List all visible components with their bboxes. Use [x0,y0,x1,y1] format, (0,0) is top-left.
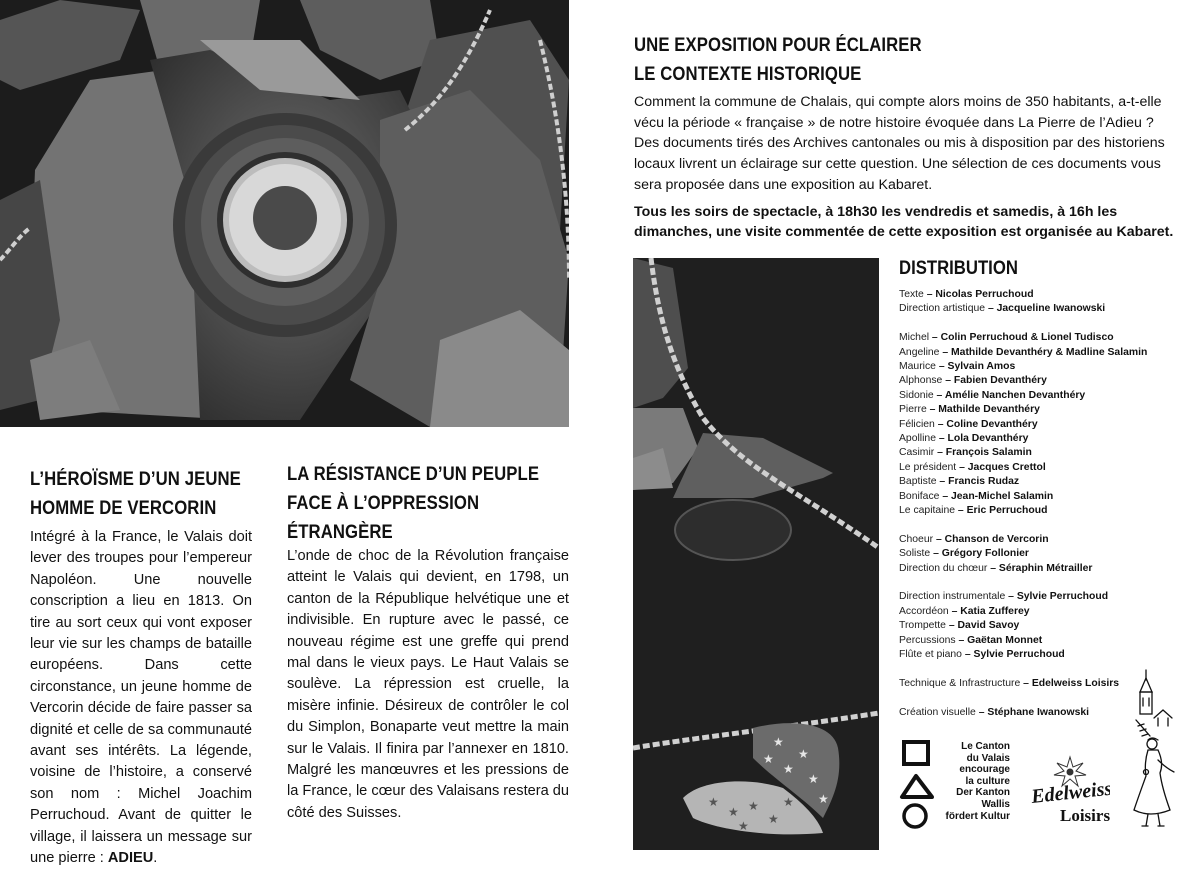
svg-text:★: ★ [768,812,779,826]
svg-text:★: ★ [808,772,819,786]
photo-cockade-rocks [0,0,569,427]
heroisme-body [30,527,252,870]
credit-entry: Trompette – David Savoy [899,620,1020,632]
exposition-body [634,92,1175,243]
svg-text:Edelweiss: Edelweiss [1030,777,1110,808]
credit-entry: Michel – Colin Perruchoud & Lionel Tudisco [899,332,1114,344]
credit-entry: Soliste – Grégory Follonier [899,548,1029,560]
distribution-section [899,258,1199,720]
svg-text:★: ★ [708,795,719,809]
svg-text:★: ★ [748,799,759,813]
credit-entry: Sidonie – Amélie Nanchen Devanthéry [899,389,1086,401]
exposition-paragraph: Comment la commune de Chalais, qui compte alors moins de 350 habitants, a-t-elle vécu la période « française » de notre histoire évoquée dans La Pierre de l’Adieu ? Des documents tirés des Archives cantonales ou mis à disposition par des historiens locaux livrent un éclairage sur cette question. Une sélection de ces documents vous sera proposée dans une exposition au Kabaret. [634,94,1165,193]
credit-entry: Création visuelle – Stéphane Iwanowski [899,706,1090,718]
resistance-body [287,546,569,824]
heroisme-paragraph: Intégré à la France, le Valais doit lever des troupes pour l’empereur Napoléon. Une nouvelle conscription a lieu en 1813. On tire au sort ceux qui vont exposer leur vie sur les champs de bataille européens. Dans cette circonstance, un jeune homme de Vercorin décide de faire passer sa dignité et celle de sa communauté avant ses intérêts. La légende, voisine de l’histoire, a conservé son nom : Michel Joachim Perruchoud. Avant de quitter le village, il laissera un message sur une pierre : [30,529,252,867]
canton-line: du Valais [966,752,1010,764]
credit-entry: Direction du chœur – Séraphin Métrailler [899,562,1093,574]
credit-entry: Percussions – Gaëtan Monnet [899,634,1043,646]
canton-valais-logo-icon [898,740,938,830]
resistance-title-line1: LA RÉSISTANCE D’UN PEUPLE [287,464,540,485]
credit-entry: Le capitaine – Eric Perruchoud [899,505,1048,517]
svg-text:Loisirs: Loisirs [1060,806,1110,825]
credit-entry: Angeline – Mathilde Devanthéry & Madline Salamin [899,346,1148,358]
heroisme-emphasis: ADIEU [107,850,154,867]
resistance-title-line2: FACE À L’OPPRESSION [287,493,480,514]
credit-entry: Félicien – Coline Devanthéry [899,418,1038,430]
canton-line: Der Kanton [956,787,1010,799]
edelweiss-flower-icon [1030,755,1110,825]
svg-text:★: ★ [783,795,794,809]
svg-text:★: ★ [738,819,749,833]
credit-entry: Baptiste – Francis Rudaz [899,476,1020,488]
svg-text:★: ★ [783,762,794,776]
canton-valais-text [940,741,1010,822]
resistance-title-line3: ÉTRANGÈRE [287,522,393,543]
credit-entry: Accordéon – Katia Zufferey [899,605,1030,617]
photo-chain-heart-pendants [633,258,879,850]
credit-entry: Direction artistique – Jacqueline Iwanowski [899,303,1106,315]
svg-text:★: ★ [773,735,784,749]
credit-entry: Casimir – François Salamin [899,447,1032,459]
heroisme-title-line2: HOMME DE VERCORIN [30,498,217,519]
canton-line: fördert Kultur [945,810,1010,822]
credit-entry: Pierre – Mathilde Devanthéry [899,404,1040,416]
credit-entry: Le président – Jacques Crettol [899,461,1046,473]
exposition-title-line2: LE CONTEXTE HISTORIQUE [634,64,862,85]
credit-entry: Choeur – Chanson de Vercorin [899,533,1049,545]
canton-line: encourage [959,764,1010,776]
svg-text:★: ★ [763,752,774,766]
exposition-title-line1: UNE EXPOSITION POUR ÉCLAIRER [634,35,922,56]
heroisme-title-line1: L’HÉROÏSME D’UN JEUNE [30,469,241,490]
church-woman-sketch-icon [1130,668,1190,833]
credit-entry: Maurice – Sylvain Amos [899,361,1016,373]
edelweiss-loisirs-logo [1030,755,1110,825]
distribution-title: DISTRIBUTION [899,258,1018,279]
exposition-schedule: Tous les soirs de spectacle, à 18h30 les vendredis et samedis, à 16h les dimanches, une visite commentée de cette exposition est organisée au Kabaret. [634,203,1174,241]
svg-text:★: ★ [798,747,809,761]
credit-entry: Technique & Infrastructure – Edelweiss Loisirs [899,677,1120,689]
credit-entry: Boniface – Jean-Michel Salamin [899,490,1054,502]
credit-entry: Flûte et piano – Sylvie Perruchoud [899,649,1065,661]
svg-text:★: ★ [818,792,829,806]
canton-line: Wallis [981,798,1010,810]
credit-entry: Direction instrumentale – Sylvie Perruchoud [899,591,1109,603]
chain-pendants-illustration [633,258,879,850]
heroisme-section [30,465,270,523]
resistance-section [287,460,573,547]
svg-text:★: ★ [728,805,739,819]
resistance-paragraph: L’onde de choc de la Révolution française atteint le Valais qui devient, en 1798, un canton de la République helvétique une et indivisible. En rupture avec le passé, ce nouveau régime est une greffe qui prend mal dans le vieux pays. Le Haut Valais se soulève. La répression est cruelle, la misère infinie. Désireux de contrôler le col du Simplon, Bonaparte veut mettre la main sur le Valais. Il finira par l’annexer en 1810. Malgré les manœuvres et les pressions de la France, le cœur des Valaisans restera du côté des Suisses. [287,548,569,821]
exposition-section [634,31,961,89]
canton-line: la culture [965,775,1010,787]
credit-entry: Apolline – Lola Devanthéry [899,433,1029,445]
distribution-list [899,288,1199,720]
credit-entry: Texte – Nicolas Perruchoud [899,289,1034,300]
heroisme-end: . [153,850,158,867]
cockade-rocks-illustration [0,0,569,427]
credit-entry: Alphonse – Fabien Devanthéry [899,375,1047,387]
canton-line: Le Canton [961,741,1010,752]
